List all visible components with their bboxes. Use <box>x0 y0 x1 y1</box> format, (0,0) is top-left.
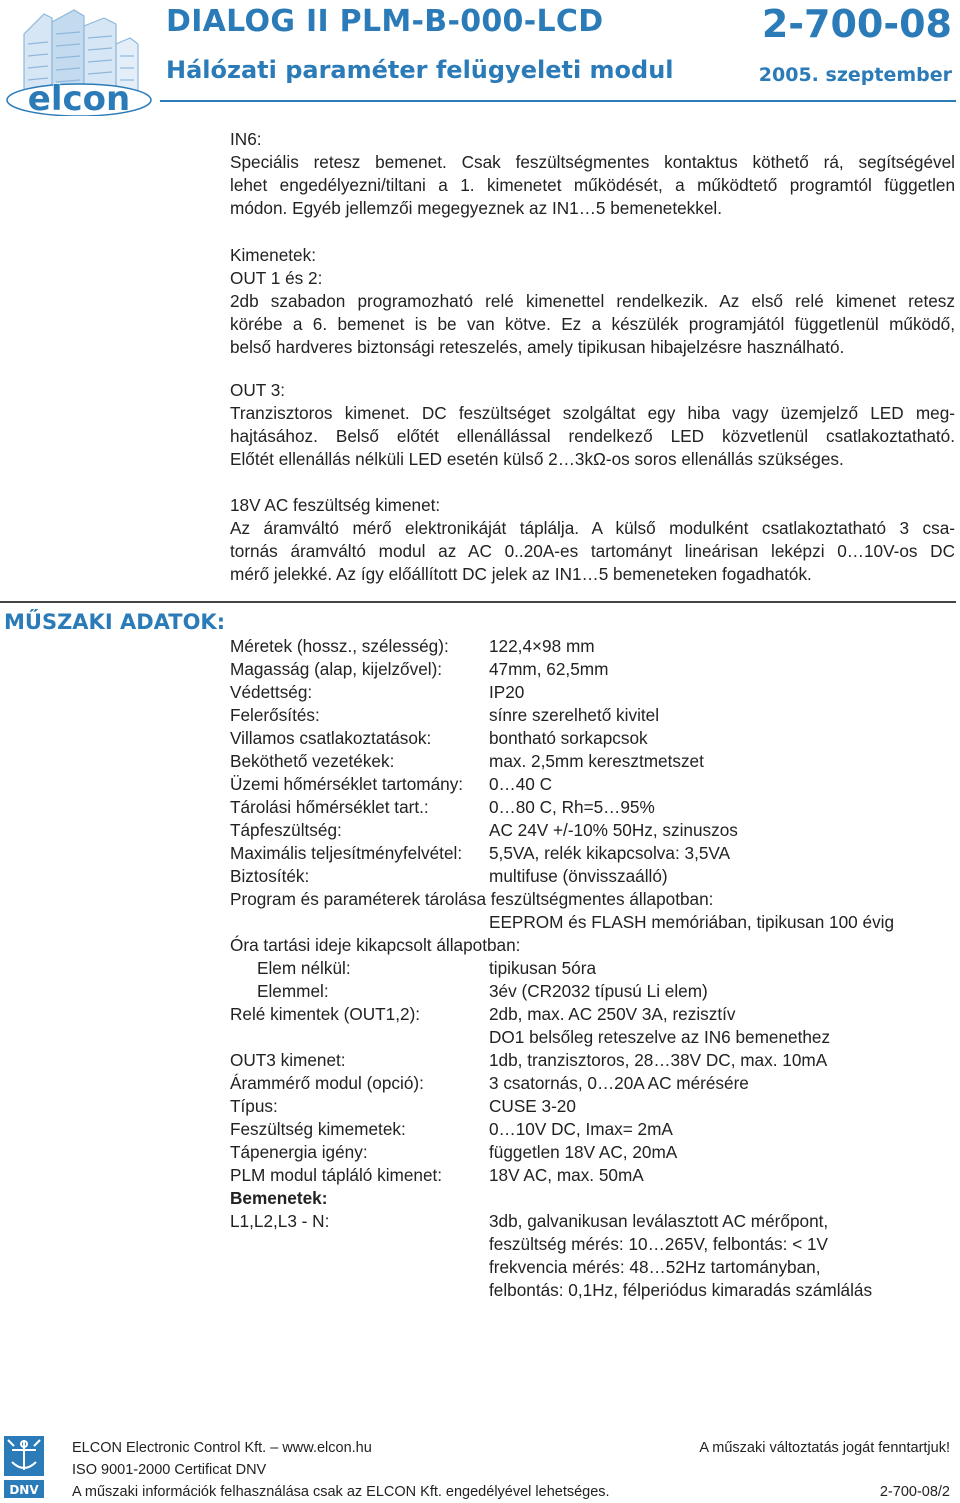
paragraph-line: körébe a 6. bemenet is be van kötve. Ez a készülék programjától függetlenül működő, <box>230 314 955 334</box>
spec-value: 3db, galvanikusan leválasztott AC mérőpont, <box>489 1211 829 1231</box>
spec-value: frekvencia mérés: 48…52Hz tartományban, <box>489 1257 821 1277</box>
elcon-logo-text: elcon <box>27 79 131 116</box>
spec-row <box>230 796 955 819</box>
paragraph-line: mérő jelekké. Az így előállított DC jelek az IN1…5 bemeneteken fogadhatók. <box>230 564 812 584</box>
footer <box>72 1437 950 1503</box>
spec-row <box>230 865 955 888</box>
spec-value: multifuse (önvisszaálló) <box>489 866 668 886</box>
spec-row <box>230 980 955 1003</box>
out12-paragraph <box>230 244 955 359</box>
spec-label: Üzemi hőmérséklet tartomány: <box>230 774 464 794</box>
spec-row <box>230 1026 955 1049</box>
spec-value: 1db, tranzisztoros, 28…38V DC, max. 10mA <box>489 1050 828 1070</box>
document-code: 2-700-08 <box>761 2 952 46</box>
paragraph-line: lehet engedélyezni/tiltani a 1. kimenetet működését, a működtető programtól független <box>230 175 955 195</box>
spec-label: Tápfeszültség: <box>230 820 342 840</box>
spec-row <box>230 1003 955 1026</box>
spec-value: bontható sorkapcsok <box>489 728 648 748</box>
spec-value: 0…10V DC, Imax= 2mA <box>489 1119 673 1139</box>
ac18-paragraph <box>230 494 955 586</box>
spec-row <box>230 1141 955 1164</box>
spec-label: Beköthető vezetékek: <box>230 751 395 771</box>
spec-label: Tárolási hőmérséklet tart.: <box>230 797 429 817</box>
in6-paragraph <box>230 128 955 220</box>
document-date: 2005. szeptember <box>758 64 952 86</box>
in6-heading: IN6: <box>230 129 262 149</box>
elcon-logo <box>4 4 154 116</box>
spec-label: Méretek (hossz., szélesség): <box>230 636 449 656</box>
spec-value: 47mm, 62,5mm <box>489 659 609 679</box>
spec-value: független 18V AC, 20mA <box>489 1142 678 1162</box>
spec-value: tipikusan 5óra <box>489 958 597 978</box>
spec-row <box>230 750 955 773</box>
spec-row <box>230 1279 955 1302</box>
spec-value: feszültség mérés: 10…265V, felbontás: < 1V <box>489 1234 829 1254</box>
out12-heading: OUT 1 és 2: <box>230 268 323 288</box>
outputs-heading: Kimenetek: <box>230 245 316 265</box>
spec-value: 3év (CR2032 típusú Li elem) <box>489 981 708 1001</box>
paragraph-line: tornás áramváltó modul az AC 0..20A-es tartományt lineárisan leképzi 0…10V-os DC <box>230 541 955 561</box>
spec-row <box>230 773 955 796</box>
spec-row <box>230 635 955 658</box>
spec-row <box>230 704 955 727</box>
spec-label: Maximális teljesítményfelvétel: <box>230 843 463 863</box>
footer-usage: A műszaki információk felhasználása csak az ELCON Kft. engedélyével lehetséges. <box>72 1484 610 1500</box>
spec-value: 2db, max. AC 250V 3A, rezisztív <box>489 1004 736 1024</box>
spec-value: EEPROM és FLASH memóriában, tipikusan 100 évig <box>489 912 895 932</box>
section-divider <box>0 601 956 603</box>
spec-value: 122,4×98 mm <box>489 636 595 656</box>
footer-page-code: 2-700-08/2 <box>879 1484 950 1500</box>
spec-row <box>230 1049 955 1072</box>
paragraph-line: Tranzisztoros kimenet. DC feszültséget szolgáltat egy hiba vagy üzemjelző LED meg- <box>230 403 955 423</box>
spec-row <box>230 1095 955 1118</box>
spec-value: max. 2,5mm keresztmetszet <box>489 751 704 771</box>
ac18-heading: 18V AC feszültség kimenet: <box>230 495 441 515</box>
spec-label: Feszültség kimemetek: <box>230 1119 406 1139</box>
paragraph-line: Előtét ellenállás nélküli LED esetén külső 2…3kΩ-os soros ellenállás szükséges. <box>230 449 844 469</box>
spec-value: 3 csatornás, 0…20A AC mérésére <box>489 1073 749 1093</box>
spec-label: Típus: <box>230 1096 278 1116</box>
spec-label: Védettség: <box>230 682 313 702</box>
spec-row <box>230 1256 955 1279</box>
spec-row <box>230 727 955 750</box>
dnv-logo-text: DNV <box>9 1483 39 1497</box>
out3-heading: OUT 3: <box>230 380 286 400</box>
spec-value: AC 24V +/-10% 50Hz, szinuszos <box>489 820 738 840</box>
spec-label: Relé kimentek (OUT1,2): <box>230 1004 421 1024</box>
spec-label: PLM modul tápláló kimenet: <box>230 1165 443 1185</box>
spec-label: Felerősítés: <box>230 705 320 725</box>
document-title: DIALOG II PLM-B-000-LCD <box>166 4 604 39</box>
spec-row <box>230 934 955 957</box>
spec-label: OUT3 kimenet: <box>230 1050 346 1070</box>
paragraph-line: hajtásához. Belső előtét ellenállással rendelkező LED közvetlenül csatlakoztatható. <box>230 426 955 446</box>
spec-value: sínre szerelhető kivitel <box>489 705 660 725</box>
dnv-logo <box>4 1436 44 1500</box>
spec-label: Magasság (alap, kijelzővel): <box>230 659 443 679</box>
spec-label: Villamos csatlakoztatások: <box>230 728 432 748</box>
spec-row <box>230 842 955 865</box>
header-divider <box>160 100 956 102</box>
spec-row <box>230 888 955 911</box>
spec-value: CUSE 3-20 <box>489 1096 576 1116</box>
spec-value: 0…40 C <box>489 774 553 794</box>
spec-value: 18V AC, max. 50mA <box>489 1165 644 1185</box>
spec-value: IP20 <box>489 682 525 702</box>
section-title: MŰSZAKI ADATOK: <box>4 610 226 634</box>
spec-row <box>230 819 955 842</box>
spec-value: 5,5VA, relék kikapcsolva: 3,5VA <box>489 843 731 863</box>
spec-label: Bemenetek: <box>230 1188 328 1208</box>
footer-iso: ISO 9001-2000 Certificat DNV <box>72 1462 267 1478</box>
spec-label: Biztosíték: <box>230 866 310 886</box>
spec-row <box>230 1233 955 1256</box>
spec-row <box>230 1118 955 1141</box>
document-subtitle: Hálózati paraméter felügyeleti modul <box>166 56 674 84</box>
spec-row <box>230 1072 955 1095</box>
footer-rights: A műszaki változtatás jogát fenntartjuk! <box>699 1440 950 1456</box>
spec-value: DO1 belsőleg reteszelve az IN6 bemenethez <box>489 1027 831 1047</box>
spec-label: Program és paraméterek tárolása feszültségmentes állapotban: <box>230 889 714 909</box>
spec-value: 0…80 C, Rh=5…95% <box>489 797 655 817</box>
out3-paragraph <box>230 379 955 471</box>
spec-row <box>230 681 955 704</box>
paragraph-line: Speciális retesz bemenet. Csak feszültségmentes kontaktus köthető rá, segítségével <box>230 152 955 172</box>
spec-label: Árammérő modul (opció): <box>230 1073 424 1093</box>
spec-row <box>230 1164 955 1187</box>
spec-row <box>230 911 955 934</box>
spec-value: felbontás: 0,1Hz, félperiódus kimaradás számlálás <box>489 1280 873 1300</box>
spec-row <box>230 658 955 681</box>
spec-label: Óra tartási ideje kikapcsolt állapotban: <box>230 935 521 955</box>
footer-company: ELCON Electronic Control Kft. – www.elcon.hu <box>72 1440 372 1456</box>
spec-row <box>230 1210 955 1233</box>
spec-table <box>230 635 955 1302</box>
paragraph-line: módon. Egyéb jellemzői megegyeznek az IN1…5 bemenetekkel. <box>230 198 723 218</box>
paragraph-line: Az áramváltó mérő elektronikáját táplálja. A külső modulként csatlakoztatható 3 csa- <box>230 518 955 538</box>
spec-label: L1,L2,L3 - N: <box>230 1211 330 1231</box>
spec-row <box>230 957 955 980</box>
spec-label: Elemmel: <box>257 981 329 1001</box>
spec-row <box>230 1187 955 1210</box>
paragraph-line: belső hardveres biztonsági reteszelés, amely tipikusan hibajelzésre használható. <box>230 337 845 357</box>
spec-label: Elem nélkül: <box>257 958 351 978</box>
spec-label: Tápenergia igény: <box>230 1142 368 1162</box>
paragraph-line: 2db szabadon programozható relé kimenettel rendelkezik. Az első relé kimenet retesz <box>230 291 955 311</box>
